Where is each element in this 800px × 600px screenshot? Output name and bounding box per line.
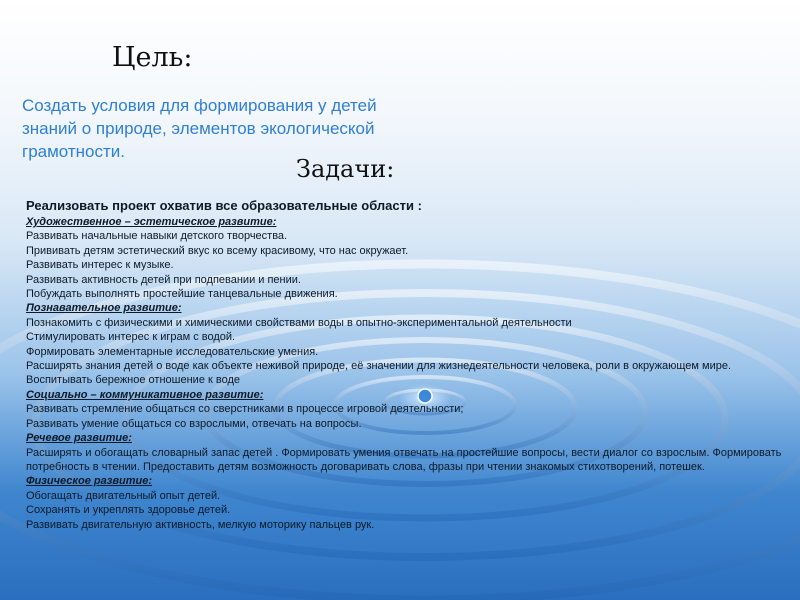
- task-line: Прививать детям эстетический вкус ко всему красивому, что нас окружает.: [26, 244, 409, 257]
- area-physical: [26, 474, 786, 532]
- area-speech: [26, 431, 786, 474]
- area-heading: Художественное – эстетическое развитие:: [26, 216, 277, 228]
- task-line: Развивать начальные навыки детского творчества.: [26, 230, 288, 243]
- tasks-title: Задачи:: [296, 155, 395, 183]
- task-line: Формировать элементарные исследовательские умения.: [26, 345, 319, 358]
- task-line: Стимулировать интерес к играм с водой.: [26, 331, 236, 344]
- task-line: Обогащать двигательный опыт детей.: [26, 489, 221, 502]
- tasks-intro: Реализовать проект охватив все образовательные области :: [26, 198, 422, 213]
- area-heading: Познавательное развитие:: [26, 302, 182, 315]
- task-line: Развивать интерес к музыке.: [26, 259, 174, 272]
- area-cognitive: [26, 301, 786, 387]
- task-line: Сохранять и укреплять здоровье детей.: [26, 504, 231, 517]
- task-line: Воспитывать бережное отношение к воде: [26, 374, 240, 387]
- task-line: Развивать умение общаться со взрослыми, отвечать на вопросы.: [26, 417, 362, 430]
- task-line: Развивать активность детей при подпевании и пении.: [26, 273, 301, 286]
- tasks-content: [26, 197, 786, 532]
- task-line: Развивать двигательную активность, мелкую моторику пальцев рук.: [26, 518, 375, 531]
- area-heading: Речевое развитие:: [26, 432, 132, 445]
- task-line: Развивать стремление общаться со сверстниками в процессе игровой деятельности;: [26, 403, 464, 416]
- area-heading: Социально – коммуникативное развитие:: [26, 388, 264, 401]
- task-line: Познакомить с физическими и химическими свойствами воды в опытно-экспериментальной деятельности: [26, 316, 572, 329]
- task-line: Расширять и обогащать словарный запас детей . Формировать умения отвечать на простейшие вопросы, вести диалог со взрослым. Формировать потребность в чтении. Предоставить детям возможность договаривать слова, фразы при чтении знакомых стихотворений, потешек.: [26, 446, 782, 473]
- area-social: [26, 388, 786, 431]
- area-heading: Физическое развитие:: [26, 475, 152, 488]
- task-line: Побуждать выполнять простейшие танцевальные движения.: [26, 288, 338, 301]
- goal-text: Создать условия для формирования у детей знаний о природе, элементов экологической грамотности.: [22, 96, 377, 161]
- area-artistic: [26, 215, 786, 301]
- task-line: Расширять знания детей о воде как объекте неживой природе, её значении для жизнедеятельности человека, роли в окружающем мире.: [26, 360, 732, 373]
- goal-title: Цель:: [112, 42, 193, 73]
